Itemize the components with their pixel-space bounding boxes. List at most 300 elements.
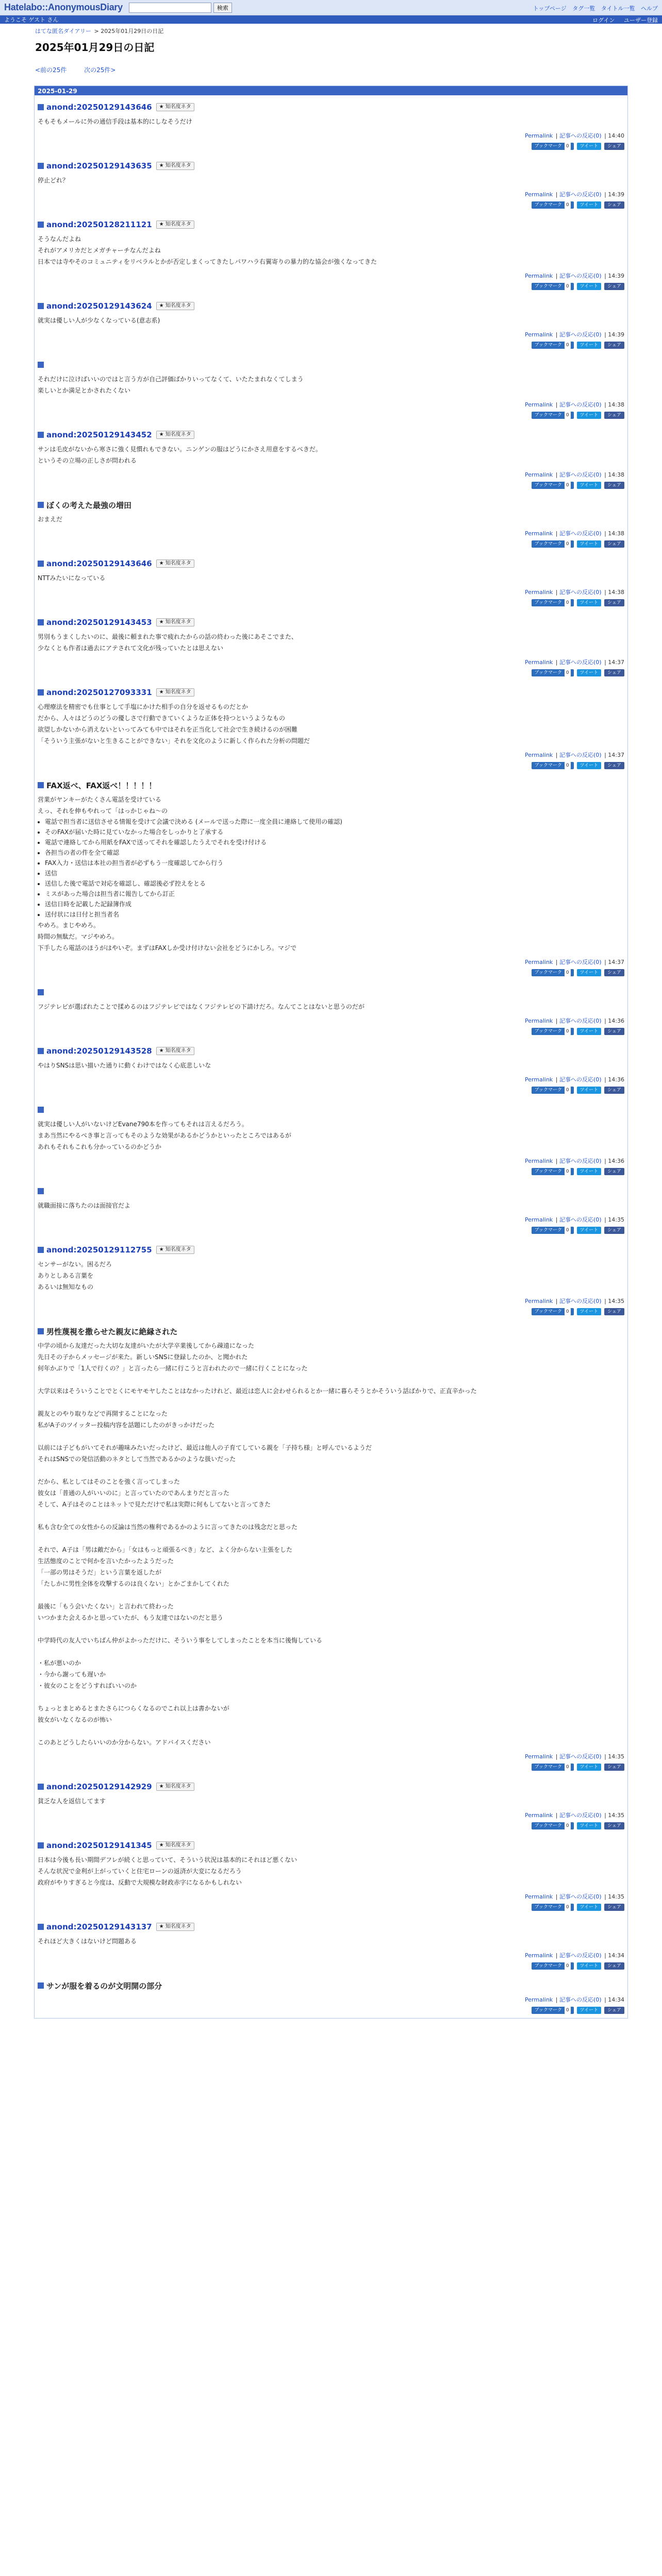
share-buttons xyxy=(38,410,624,421)
bookmark-count: 0 xyxy=(565,1227,571,1234)
entry-line: 少なくとも作者は過去にアテされて文化が残っていたとは思えない xyxy=(38,645,224,652)
entry-header xyxy=(38,558,624,569)
entry-line xyxy=(38,1533,624,1544)
entry xyxy=(35,294,627,353)
entry-line: 「そういう主張がないと生きることができない」それを文化のように新しく作られた分析の問題だ xyxy=(38,737,310,744)
reaction-link[interactable]: 記事への反応(0) xyxy=(559,1893,602,1900)
entry-line: 時間の無駄だ。マジやめろ。 xyxy=(38,933,119,940)
entry-marker-icon xyxy=(38,1842,44,1849)
bookmark-button[interactable]: ブックマーク 0 xyxy=(532,1168,574,1175)
entry-line: 下手したら電話のほうがはやいぞ。まずはFAXしか受け付けない会社をどうにかしろ。マジで xyxy=(38,944,296,952)
reaction-link[interactable]: 記事への反応(0) xyxy=(559,132,602,139)
entry xyxy=(35,1098,627,1179)
bookmark-count: 0 xyxy=(565,762,571,769)
prev-page-link[interactable]: <前の25件 xyxy=(35,66,67,74)
entry-title[interactable]: anond:20250129143646 xyxy=(46,103,152,112)
search-button[interactable]: 検索 xyxy=(213,3,232,13)
entry-body xyxy=(38,1851,624,1888)
facebook-share-button[interactable]: シェア xyxy=(604,1087,624,1094)
entry-bullet-item: • 送付状には日付と担当者名 xyxy=(45,909,624,920)
entry-line: だから、私としてはそのことを強く言ってしまった xyxy=(38,1478,180,1485)
entry-line: 欲望しかないから消えないといってみても中ではそれを正当化して社会で生き続けるのが困難 xyxy=(38,726,298,733)
entry-marker-icon xyxy=(38,163,44,169)
entry-time: 14:35 xyxy=(608,1753,624,1760)
hatena-star-button[interactable]: ★ 知名度ネタ xyxy=(156,1841,194,1850)
bookmark-button[interactable]: ブックマーク 0 xyxy=(532,1764,574,1771)
permalink-link[interactable]: Permalink xyxy=(525,401,553,408)
entry-time: 14:39 xyxy=(608,273,624,279)
entry-time: 14:35 xyxy=(608,1298,624,1304)
permalink-link[interactable]: Permalink xyxy=(525,1812,553,1819)
entry xyxy=(35,1319,627,1775)
bookmark-count: 0 xyxy=(565,1904,571,1911)
reaction-link[interactable]: 記事への反応(0) xyxy=(559,752,602,758)
entry-header xyxy=(38,359,624,370)
reaction-link[interactable]: 記事への反応(0) xyxy=(559,1812,602,1819)
permalink-link[interactable]: Permalink xyxy=(525,959,553,965)
entry-line: 私がA子のツイッター投稿内容を話題にしたのがきっかけだった xyxy=(38,1421,215,1429)
entry-line: 営業がヤンキーがたくさん電話を受けている xyxy=(38,796,161,803)
share-buttons xyxy=(38,199,624,211)
share-buttons xyxy=(38,1306,624,1317)
entry-footer: Permalink | 記事への反応(0) | 14:39 xyxy=(525,191,624,198)
tweet-button[interactable]: ツイート xyxy=(577,143,602,150)
entry-line: えっ、それを伸もやれって「はっかじゃね〜の xyxy=(38,807,168,815)
entry-footer: Permalink | 記事への反応(0) | 14:38 xyxy=(525,589,624,596)
entry-title[interactable]: anond:20250127093331 xyxy=(46,688,152,697)
tweet-button[interactable]: ツイート xyxy=(577,669,602,676)
entry-marker-icon xyxy=(38,1188,44,1194)
user-bar xyxy=(0,15,662,24)
top-links xyxy=(529,4,658,12)
register-link[interactable]: ユーザー登録 xyxy=(624,17,658,24)
entry-header xyxy=(38,779,624,791)
entry-title[interactable]: anond:20250129143452 xyxy=(46,430,152,439)
permalink-link[interactable]: Permalink xyxy=(525,1076,553,1083)
entry-title[interactable]: anond:20250129143137 xyxy=(46,1922,152,1931)
entry-line: ・私が悪いのか xyxy=(38,1659,81,1667)
tweet-button[interactable]: ツイート xyxy=(577,412,602,419)
entry-line xyxy=(38,1725,624,1737)
entry-time: 14:39 xyxy=(608,331,624,338)
entry-body xyxy=(38,569,624,584)
bookmark-button[interactable]: ブックマーク 0 xyxy=(532,1308,574,1315)
reaction-link[interactable]: 記事への反応(0) xyxy=(559,471,602,478)
facebook-share-button[interactable]: シェア xyxy=(604,540,624,548)
entry-bullet-item: • 電話で連絡してから用紙をFAXで送ってそれを確認したうえでそれを受け付ける xyxy=(45,837,624,848)
entry xyxy=(35,1179,627,1238)
bookmark-button[interactable]: ブックマーク 0 xyxy=(532,1087,574,1094)
entry-time: 14:38 xyxy=(608,589,624,596)
permalink-link[interactable]: Permalink xyxy=(525,471,553,478)
hatena-star-button[interactable]: ★ 知名度ネタ xyxy=(156,1783,194,1791)
permalink-link[interactable]: Permalink xyxy=(525,752,553,758)
reaction-link[interactable]: 記事への反応(0) xyxy=(559,191,602,198)
entry-marker-icon xyxy=(38,1924,44,1930)
entry-line xyxy=(38,1646,624,1657)
entry-time: 14:36 xyxy=(608,1076,624,1083)
entry-footer: Permalink | 記事への反応(0) | 14:35 xyxy=(525,1812,624,1819)
bookmark-button[interactable]: ブックマーク 0 xyxy=(532,599,574,606)
facebook-share-button[interactable]: シェア xyxy=(604,2007,624,2014)
entry-time: 14:36 xyxy=(608,1018,624,1024)
entry-line: 貧乏な人を返信してます xyxy=(38,1798,106,1805)
tweet-button[interactable]: ツイート xyxy=(577,342,602,349)
share-buttons xyxy=(38,667,624,679)
permalink-link[interactable]: Permalink xyxy=(525,331,553,338)
entry-marker-icon xyxy=(38,989,44,995)
entry-footer: Permalink | 記事への反応(0) | 14:36 xyxy=(525,1018,624,1024)
entry-body xyxy=(38,172,624,186)
facebook-share-button[interactable]: シェア xyxy=(604,482,624,489)
entry-marker-icon xyxy=(38,1107,44,1113)
entry-body xyxy=(38,698,624,747)
tweet-button[interactable]: ツイート xyxy=(577,1028,602,1035)
tweet-button[interactable]: ツイート xyxy=(577,969,602,976)
hatena-star-button[interactable]: ★ 知名度ネタ xyxy=(156,103,194,111)
entry-title[interactable]: 男性蔑視を撒らせた親友に絶縁された xyxy=(46,1327,178,1336)
permalink-link[interactable]: Permalink xyxy=(525,1893,553,1900)
login-link[interactable]: ログイン xyxy=(592,17,615,24)
entry-bullet-item: • そのFAXが届いた時に見ていなかった場合をしっかりと了承する xyxy=(45,827,624,837)
entry-bullet-item: • 送信 xyxy=(45,868,624,878)
entry-line: 停止どれ？ xyxy=(38,177,69,184)
facebook-share-button[interactable]: シェア xyxy=(604,1028,624,1035)
hatena-star-button[interactable]: ★ 知名度ネタ xyxy=(156,1923,194,1931)
entry-line: 以前には子どもがいてそれが趣味みたいだったけど、最近は他人の子育てしている親を「子持ち様」と呼んでいるようだ xyxy=(38,1444,372,1451)
entry-body xyxy=(38,312,624,326)
bookmark-button[interactable]: ブックマーク 0 xyxy=(532,1028,574,1035)
bookmark-button[interactable]: ブックマーク 0 xyxy=(532,1822,574,1829)
top-link-top[interactable]: トップページ xyxy=(533,5,567,12)
tweet-button[interactable]: ツイート xyxy=(577,1822,602,1829)
entry-title[interactable]: anond:20250129141345 xyxy=(46,1841,152,1850)
entry-line xyxy=(38,1510,624,1521)
bookmark-count: 0 xyxy=(565,1308,571,1315)
bookmark-count: 0 xyxy=(565,342,571,349)
entry xyxy=(35,552,627,611)
top-link-tags[interactable]: タグ一覧 xyxy=(572,5,595,12)
entry-line: フジテレビが選ばれたことで揉めるのはフジテレビではなくフジテレビの下請けだろ。なんてことはないと思うのだが xyxy=(38,1003,365,1010)
reaction-link[interactable]: 記事への反応(0) xyxy=(559,273,602,279)
tweet-button[interactable]: ツイート xyxy=(577,482,602,489)
entry-time: 14:38 xyxy=(608,530,624,537)
permalink-link[interactable]: Permalink xyxy=(525,1996,553,2003)
permalink-link[interactable]: Permalink xyxy=(525,1018,553,1024)
facebook-share-button[interactable]: シェア xyxy=(604,143,624,150)
hatena-star-button[interactable]: ★ 知名度ネタ xyxy=(156,162,194,170)
hatena-star-button[interactable]: ★ 知名度ネタ xyxy=(156,618,194,626)
permalink-link[interactable]: Permalink xyxy=(525,1158,553,1164)
site-logo[interactable]: Hatelabo::AnonymousDiary xyxy=(4,2,123,12)
entry-line: あるいは無知なもの xyxy=(38,1283,94,1291)
entry-marker-icon xyxy=(38,1982,44,1989)
reaction-link[interactable]: 記事への反応(0) xyxy=(559,401,602,408)
entry-line: 中学時代の友人でいちばん仲がよかっただけに、そういう事をしてしまったことを本当に後悔している xyxy=(38,1637,323,1644)
permalink-link[interactable]: Permalink xyxy=(525,659,553,666)
entry-footer: Permalink | 記事への反応(0) | 14:36 xyxy=(525,1076,624,1083)
entry-body xyxy=(38,440,624,466)
top-link-titles[interactable]: タイトル一覧 xyxy=(601,5,635,12)
reaction-link[interactable]: 記事への反応(0) xyxy=(559,1076,602,1083)
tweet-button[interactable]: ツイート xyxy=(577,1308,602,1315)
entry-title[interactable]: anond:20250129112755 xyxy=(46,1245,152,1255)
top-link-help[interactable]: ヘルプ xyxy=(641,5,658,12)
hatena-star-button[interactable]: ★ 知名度ネタ xyxy=(156,688,194,697)
share-buttons xyxy=(38,1960,624,1972)
entry-list xyxy=(35,95,627,2018)
tweet-button[interactable]: ツイート xyxy=(577,1227,602,1234)
facebook-share-button[interactable]: シェア xyxy=(604,1962,624,1970)
breadcrumb xyxy=(0,24,662,35)
entry-time: 14:34 xyxy=(608,1952,624,1959)
entry-footer: Permalink | 記事への反応(0) | 14:38 xyxy=(525,471,624,478)
bookmark-button[interactable]: ブックマーク 0 xyxy=(532,1227,574,1234)
entry-line: ・今から謝っても遅いか xyxy=(38,1671,106,1678)
entry-header xyxy=(38,1781,624,1792)
facebook-share-button[interactable]: シェア xyxy=(604,1308,624,1315)
bookmark-button[interactable]: ブックマーク 0 xyxy=(532,201,574,209)
entry-line: やはりSNSは思い描いた通りに動くわけではなく心底悲しいな xyxy=(38,1062,211,1069)
tweet-button[interactable]: ツイート xyxy=(577,540,602,548)
bookmark-button[interactable]: ブックマーク 0 xyxy=(532,762,574,769)
permalink-link[interactable]: Permalink xyxy=(525,273,553,279)
entry-marker-icon xyxy=(38,502,44,508)
facebook-share-button[interactable]: シェア xyxy=(604,412,624,419)
entry-time: 14:37 xyxy=(608,752,624,758)
entry-marker-icon xyxy=(38,619,44,625)
facebook-share-button[interactable]: シェア xyxy=(604,669,624,676)
entry-body xyxy=(38,1933,624,1947)
entry-footer: Permalink | 記事への反応(0) | 14:37 xyxy=(525,752,624,758)
entry-title[interactable]: ぼくの考えた最強の増田 xyxy=(46,500,132,510)
next-page-link[interactable]: 次の25件> xyxy=(84,66,116,74)
entry xyxy=(35,213,627,294)
entry-footer: Permalink | 記事への反応(0) | 14:39 xyxy=(525,273,624,279)
tweet-button[interactable]: ツイート xyxy=(577,1962,602,1970)
tweet-button[interactable]: ツイート xyxy=(577,762,602,769)
entry-body xyxy=(38,1337,624,1748)
entry-line: そして、A子はそのことはネットで見ただけで私は実際に何もしてないと言ってきた xyxy=(38,1501,271,1508)
permalink-link[interactable]: Permalink xyxy=(525,191,553,198)
entry-title[interactable]: anond:20250128211121 xyxy=(46,220,152,229)
search-input[interactable] xyxy=(129,3,211,13)
share-buttons xyxy=(38,480,624,491)
entry-bullet-list xyxy=(45,817,624,920)
entry-header xyxy=(38,687,624,698)
facebook-share-button[interactable]: シェア xyxy=(604,342,624,349)
entry-footer: Permalink | 記事への反応(0) | 14:35 xyxy=(525,1216,624,1223)
entry-footer: Permalink | 記事への反応(0) | 14:37 xyxy=(525,659,624,666)
permalink-link[interactable]: Permalink xyxy=(525,132,553,139)
permalink-link[interactable]: Permalink xyxy=(525,1753,553,1760)
permalink-link[interactable]: Permalink xyxy=(525,589,553,596)
facebook-share-button[interactable]: シェア xyxy=(604,283,624,290)
entry-line: というその立場の正しさが問われる xyxy=(38,457,137,464)
entry xyxy=(35,1775,627,1834)
entry-body xyxy=(38,230,624,267)
entry-line: そうなんだよね xyxy=(38,235,81,243)
breadcrumb-current: 2025年01月29日の日記 xyxy=(101,28,164,35)
facebook-share-button[interactable]: シェア xyxy=(604,599,624,606)
entry-time: 14:40 xyxy=(608,132,624,139)
day-header: 2025-01-29 xyxy=(35,86,627,95)
bookmark-button[interactable]: ブックマーク 0 xyxy=(532,1904,574,1911)
entry-line: 中学の頃から友達だった大切な友達がいたが大学卒業後してから疎遠になった xyxy=(38,1342,255,1349)
entry-body xyxy=(38,511,624,525)
bookmark-button[interactable]: ブックマーク 0 xyxy=(532,669,574,676)
bookmark-count: 0 xyxy=(565,2007,571,2014)
entry-title[interactable]: anond:20250129142929 xyxy=(46,1782,152,1791)
entry-line: まあ当然にやるべき事と言ってもそのような効果があるかどうかといったところではあるが xyxy=(38,1132,291,1139)
hatena-star-button[interactable]: ★ 知名度ネタ xyxy=(156,1047,194,1055)
entry-line: いつかまた会えるかと思っていたが、もう友達ではないのだと思う xyxy=(38,1614,224,1621)
entry xyxy=(35,1834,627,1915)
entry xyxy=(35,95,627,154)
entry-body xyxy=(38,1792,624,1807)
reaction-link[interactable]: 記事への反応(0) xyxy=(559,1018,602,1024)
facebook-share-button[interactable]: シェア xyxy=(604,201,624,209)
entry-title[interactable]: anond:20250129143646 xyxy=(46,559,152,568)
entry-line: 何年かぶりで「1人で行くの？」と言ったら一緒に行こうと言われたので一緒に行くことになった xyxy=(38,1365,308,1372)
facebook-share-button[interactable]: シェア xyxy=(604,1168,624,1175)
reaction-link[interactable]: 記事への反応(0) xyxy=(559,1158,602,1164)
reaction-link[interactable]: 記事への反応(0) xyxy=(559,959,602,965)
reaction-link[interactable]: 記事への反応(0) xyxy=(559,331,602,338)
entry-line: 「たしかに男性全体を攻撃するのは良くない」とかごまかしてくれた xyxy=(38,1580,230,1587)
hatena-star-button[interactable]: ★ 知名度ネタ xyxy=(156,560,194,568)
bookmark-count: 0 xyxy=(565,283,571,290)
facebook-share-button[interactable]: シェア xyxy=(604,969,624,976)
permalink-link[interactable]: Permalink xyxy=(525,1298,553,1304)
entry-time: 14:36 xyxy=(608,1158,624,1164)
facebook-share-button[interactable]: シェア xyxy=(604,762,624,769)
reaction-link[interactable]: 記事への反応(0) xyxy=(559,1216,602,1223)
hatena-star-button[interactable]: ★ 知名度ネタ xyxy=(156,221,194,229)
share-buttons xyxy=(38,538,624,550)
reaction-link[interactable]: 記事への反応(0) xyxy=(559,1298,602,1304)
entry-marker-icon xyxy=(38,104,44,110)
bookmark-count: 0 xyxy=(565,669,571,676)
entry-line: 彼女がいなくなるのが怖い xyxy=(38,1716,112,1723)
facebook-share-button[interactable]: シェア xyxy=(604,1227,624,1234)
entry xyxy=(35,1974,627,2018)
hatena-star-button[interactable]: ★ 知名度ネタ xyxy=(156,431,194,439)
entry-time: 14:38 xyxy=(608,401,624,408)
reaction-link[interactable]: 記事への反応(0) xyxy=(559,530,602,537)
entry-line: そもそもメールに外の通信手段は基本的にしなそうだけ xyxy=(38,118,192,125)
entry-line: それがアメリカだとメガチャーチなんだよね xyxy=(38,247,161,254)
entry-title[interactable]: anond:20250129143635 xyxy=(46,161,152,171)
reaction-link[interactable]: 記事への反応(0) xyxy=(559,1952,602,1959)
share-buttons xyxy=(38,967,624,978)
facebook-share-button[interactable]: シェア xyxy=(604,1904,624,1911)
bookmark-button[interactable]: ブックマーク 0 xyxy=(532,283,574,290)
breadcrumb-home[interactable]: はてな匿名ダイアリー xyxy=(35,28,92,35)
tweet-button[interactable]: ツイート xyxy=(577,1904,602,1911)
bookmark-button[interactable]: ブックマーク 0 xyxy=(532,1962,574,1970)
entry-line xyxy=(38,1691,624,1703)
entry-header xyxy=(38,1244,624,1256)
tweet-button[interactable]: ツイート xyxy=(577,599,602,606)
hatena-star-button[interactable]: ★ 知名度ネタ xyxy=(156,302,194,310)
day-section xyxy=(34,86,628,2019)
pager xyxy=(0,54,662,74)
permalink-link[interactable]: Permalink xyxy=(525,1952,553,1959)
permalink-link[interactable]: Permalink xyxy=(525,1216,553,1223)
entry-marker-icon xyxy=(38,303,44,309)
tweet-button[interactable]: ツイート xyxy=(577,1087,602,1094)
entry-header xyxy=(38,300,624,312)
entry-body xyxy=(38,1057,624,1071)
bookmark-button[interactable]: ブックマーク 0 xyxy=(532,969,574,976)
entry-line: 日本は今後も長い期間デフレが続くと思っていて、そういう状況は基本的にそれほど悪くない xyxy=(38,1856,297,1863)
share-buttons xyxy=(38,340,624,351)
entry-time: 14:35 xyxy=(608,1216,624,1223)
tweet-button[interactable]: ツイート xyxy=(577,1168,602,1175)
entry-line: センサーがない。困るだろ xyxy=(38,1261,112,1268)
tweet-button[interactable]: ツイート xyxy=(577,283,602,290)
entry-footer: Permalink | 記事への反応(0) | 14:40 xyxy=(525,132,624,139)
entry-body xyxy=(38,1197,624,1211)
permalink-link[interactable]: Permalink xyxy=(525,530,553,537)
entry-marker-icon xyxy=(38,689,44,696)
entry-line: 楽しいとか満足とかされたくない xyxy=(38,387,131,394)
bookmark-button[interactable]: ブックマーク 0 xyxy=(532,342,574,349)
tweet-button[interactable]: ツイート xyxy=(577,2007,602,2014)
reaction-link[interactable]: 記事への反応(0) xyxy=(559,659,602,666)
entry-header xyxy=(38,499,624,511)
bookmark-count: 0 xyxy=(565,540,571,548)
entry-line: おまえだ xyxy=(38,516,63,523)
reaction-link[interactable]: 記事への反応(0) xyxy=(559,1996,602,2003)
share-buttons xyxy=(38,1902,624,1913)
entry xyxy=(35,611,627,681)
entry-title[interactable]: anond:20250129143528 xyxy=(46,1046,152,1056)
entry-title[interactable]: anond:20250129143453 xyxy=(46,618,152,627)
bookmark-count: 0 xyxy=(565,412,571,419)
bookmark-button[interactable]: ブックマーク 0 xyxy=(532,412,574,419)
hatena-star-button[interactable]: ★ 知名度ネタ xyxy=(156,1246,194,1254)
bookmark-button[interactable]: ブックマーク 0 xyxy=(532,482,574,489)
entry-body xyxy=(38,1256,624,1293)
entry-line xyxy=(38,1589,624,1601)
reaction-link[interactable]: 記事への反応(0) xyxy=(559,589,602,596)
tweet-button[interactable]: ツイート xyxy=(577,1764,602,1771)
entry-title[interactable]: anond:20250129143624 xyxy=(46,301,152,311)
entry-header xyxy=(38,1840,624,1851)
entry-title[interactable]: サンが服を着るのが文明開の部分 xyxy=(46,1981,162,1991)
entry-line xyxy=(38,1623,624,1635)
bookmark-button[interactable]: ブックマーク 0 xyxy=(532,540,574,548)
entry-line xyxy=(38,1397,624,1408)
bookmark-button[interactable]: ブックマーク 0 xyxy=(532,2007,574,2014)
entry-footer: Permalink | 記事への反応(0) | 14:34 xyxy=(525,1996,624,2003)
facebook-share-button[interactable]: シェア xyxy=(604,1822,624,1829)
entry-time: 14:37 xyxy=(608,659,624,666)
entry-line: 彼女は「普通の人がいいのに」と言っていたのであんまりだと言った xyxy=(38,1489,230,1497)
tweet-button[interactable]: ツイート xyxy=(577,201,602,209)
facebook-share-button[interactable]: シェア xyxy=(604,1764,624,1771)
bookmark-button[interactable]: ブックマーク 0 xyxy=(532,143,574,150)
entry-footer: Permalink | 記事への反応(0) | 14:37 xyxy=(525,959,624,965)
entry-footer: Permalink | 記事への反応(0) | 14:36 xyxy=(525,1158,624,1164)
entry-title[interactable]: FAX返べ、FAX返べ！！！！！ xyxy=(46,781,157,790)
entry-line xyxy=(38,1374,624,1385)
entry-line: それほど大きくはないけど問題ある xyxy=(38,1938,137,1945)
entry-line: だから、人々はどうのどうの優しさで行動できていくような正体を持つというようなもの xyxy=(38,715,286,722)
reaction-link[interactable]: 記事への反応(0) xyxy=(559,1753,602,1760)
